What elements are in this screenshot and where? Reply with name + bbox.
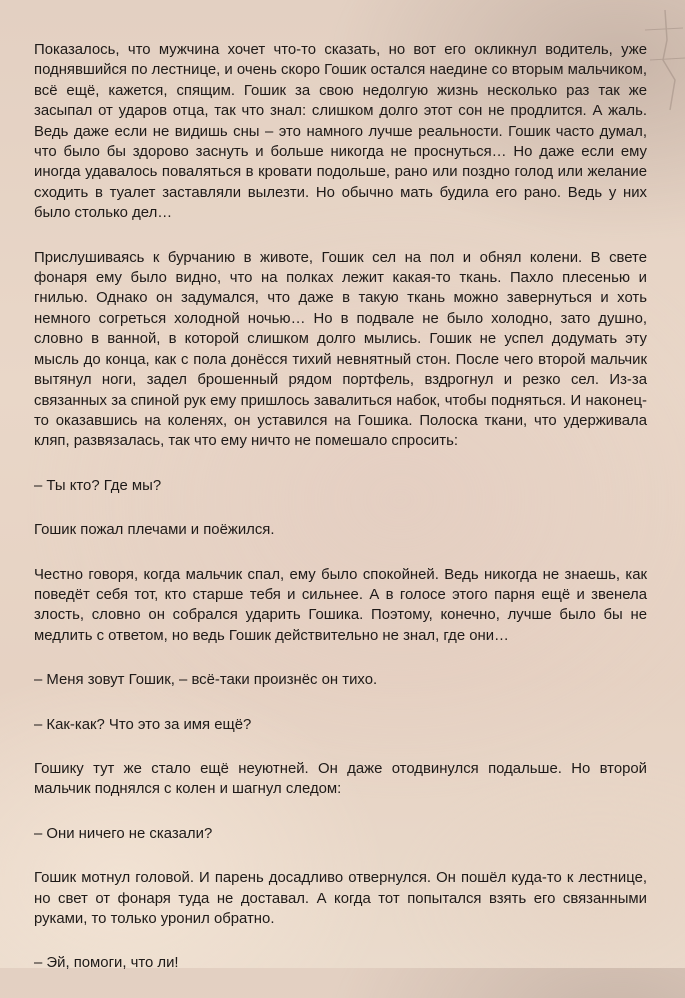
- paragraph: Гошику тут же стало ещё неуютней. Он даже отодвинулся подальше. Но второй мальчик поднялся с колен и шагнул следом:: [34, 760, 647, 798]
- paragraph: Гошик пожал плечами и поёжился.: [34, 522, 275, 539]
- paragraph: Честно говоря, когда мальчик спал, ему было спокойней. Ведь никогда не знаешь, как поведёт себя тот, кто старше тебя и сильнее. А в голосе этого парня ещё и звенела злость, словно он собрался ударить Гошика. Поэтому, конечно, лучше было бы не медлить с ответом, но ведь Гошик действительно не знал, где они…: [34, 566, 647, 644]
- paragraph: Гошик мотнул головой. И парень досадливо отвернулся. Он пошёл куда-то к лестнице, но свет от фонаря туда не доставал. А когда тот попытался взять его связанными руками, то только уронил обратно.: [34, 870, 647, 927]
- dialogue-line: – Они ничего не сказали?: [34, 825, 213, 842]
- dialogue-line: – Ты кто? Где мы?: [34, 477, 162, 494]
- dialogue-line: – Меня зовут Гошик, – всё-таки произнёс он тихо.: [34, 672, 378, 689]
- dialogue-line: – Как-как? Что это за имя ещё?: [34, 716, 252, 733]
- paragraph: Прислушиваясь к бурчанию в животе, Гошик сел на пол и обнял колени. В свете фонаря ему было видно, что на полках лежит какая-то ткань. Пахло плесенью и гнилью. Однако он задумался, что даже в такую ткань можно завернуться и хоть немного согреться холодной ночью… Но в подвале не было холодно, зато душно, словно в ванной, в которой слишком долго мылись. Гошик не успел додумать эту мысль до конца, как с пола донёсся тихий невнятный стон. После чего второй мальчик вытянул ноги, задел брошенный рядом портфель, вздрогнул и резко сел. Из-за связанных за спиной рук ему пришлось завалиться набок, чтобы подняться. И наконец-то оказавшись на коленях, он уставился на Гошика. Полоска ткани, что удерживала кляп, развязалась, так что ему ничто не помешало спросить:: [34, 249, 647, 450]
- paragraph: Показалось, что мужчина хочет что-то сказать, но вот его окликнул водитель, уже поднявшийся по лестнице, и очень скоро Гошик остался наедине со вторым мальчиком, всё ещё, кажется, спящим. Гошик за свою недолгую жизнь несколько раз так же засыпал от ударов отца, так что знал: слишком долго этот сон не продлится. А жаль. Ведь даже если не видишь сны – это намного лучше реальности. Гошик часто думал, что было бы здорово заснуть и больше никогда не проснуться… Но даже если ему иногда удавалось поваляться в кровати подольше, рано или поздно голод или желание сходить в туалет заставляли вылезти. Но обычно мать будила его рано. Ведь у них было столько дел…: [34, 42, 647, 222]
- dialogue-line: – Эй, помоги, что ли!: [34, 955, 179, 972]
- document-page: [34, 40, 647, 998]
